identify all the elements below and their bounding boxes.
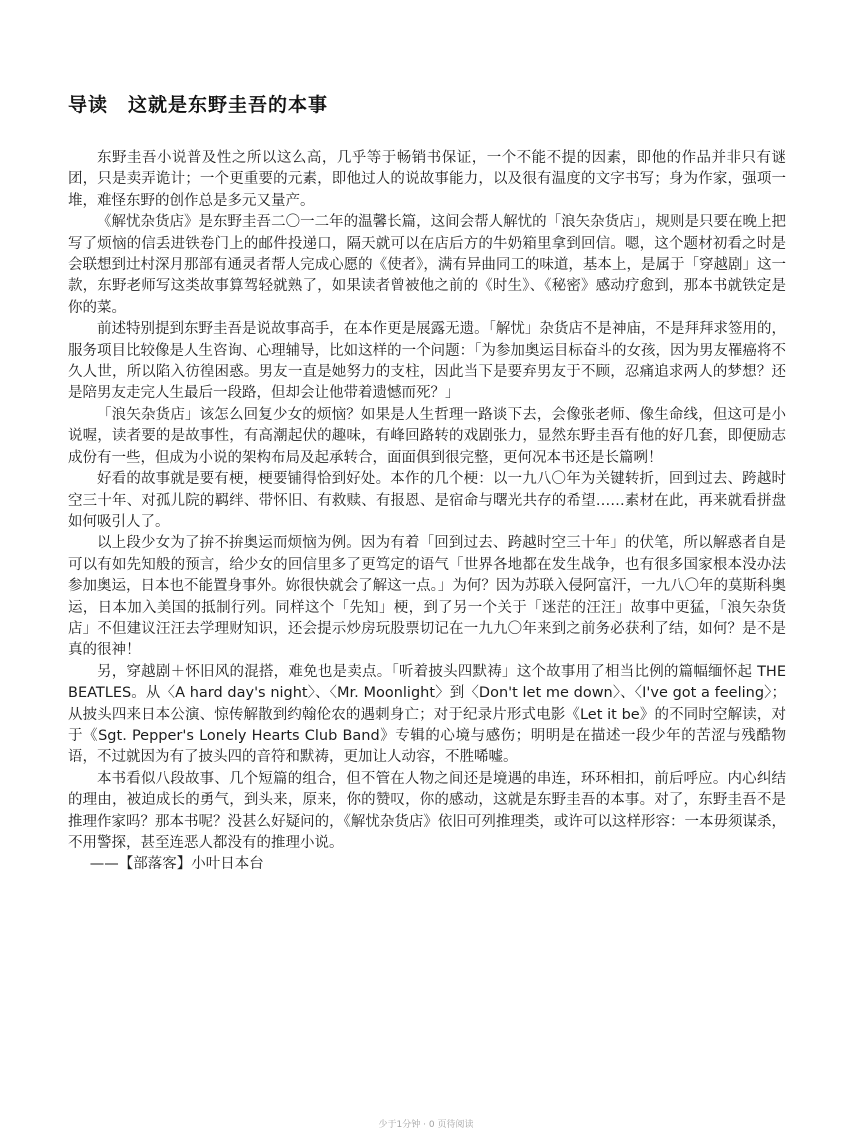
page-title: 导读 这就是东野圭吾的本事: [68, 94, 329, 116]
reading-progress-footer: 少于1分钟 · 0 页待阅读: [378, 1120, 474, 1130]
article-body: [68, 148, 786, 876]
paragraph: 东野圭吾小说普及性之所以这么高，几乎等于畅销书保证，一个不能不提的因素，即他的作品并非只有谜团，只是卖弄诡计；一个更重要的元素，即他过人的说故事能力，以及很有温度的文字书写；身为作家，强项一堆，难怪东野的创作总是多元又量产。: [68, 150, 786, 209]
paragraph: 好看的故事就是要有梗，梗要铺得恰到好处。本作的几个梗：以一九八〇年为关键转折，回到过去、跨越时空三十年、对孤儿院的羁绊、带怀旧、有救赎、有报恩、是宿命与曙光共存的希望……素材在此，再来就看拼盘如何吸引人了。: [68, 471, 786, 530]
paragraph: 以上段少女为了拚不拚奥运而烦恼为例。因为有着「回到过去、跨越时空三十年」的伏笔，所以解惑者自是可以有如先知般的预言，给少女的回信里多了更笃定的语气「世界各地都在发生战争，也有很多国家根本没办法参加奥运，日本也不能置身事外。妳很快就会了解这一点。」为何？因为苏联入侵阿富汗，一九八〇年的莫斯科奥运，日本加入美国的抵制行列。同样这个「先知」梗，到了另一个关于「迷茫的汪汪」故事中更猛，「浪矢杂货店」不但建议汪汪去学理财知识，还会提示炒房玩股票切记在一九九〇年来到之前务必获利了结，如何？是不是真的很神！: [68, 535, 786, 659]
paragraph: 「浪矢杂货店」该怎么回复少女的烦恼？如果是人生哲理一路谈下去，会像张老师、像生命线，但这可是小说喔，读者要的是故事性，有高潮起伏的趣味，有峰回路转的戏剧张力，显然东野圭吾有他的好几套，即便励志成份有一些，但成为小说的架构布局及起承转合，面面俱到很完整，更何况本书还是长篇咧！: [68, 406, 786, 466]
paragraph: 《解忧杂货店》是东野圭吾二〇一二年的温馨长篇，这间会帮人解忧的「浪矢杂货店」，规则是只要在晚上把写了烦恼的信丢进铁卷门上的邮件投递口，隔天就可以在店后方的牛奶箱里拿到回信。嗯，这个题材初看之时是会联想到辻村深月那部有通灵者帮人完成心愿的《使者》，满有异曲同工的味道，基本上，是属于「穿越剧」这一款，东野老师写这类故事算驾轻就熟了，如果读者曾被他之前的《时生》、《秘密》感动疗愈到，那本书就铁定是你的菜。: [68, 214, 786, 316]
paragraph: 本书看似八段故事、几个短篇的组合，但不管在人物之间还是境遇的串连，环环相扣，前后呼应。内心纠结的理由，被迫成长的勇气，到头来，原来，你的赞叹，你的感动，这就是东野圭吾的本事。对了，东野圭吾不是推理作家吗？那本书呢？没甚么好疑问的，《解忧杂货店》依旧可列推理类，或许可以这样形容：一本毋须谋杀，不用警探，甚至连恶人都没有的推理小说。: [68, 770, 786, 851]
author-signature: ——【部落客】小叶日本台: [89, 856, 264, 873]
paragraph: 另，穿越剧＋怀旧风的混搭，难免也是卖点。「听着披头四默祷」这个故事用了相当比例的篇幅缅怀起 THE BEATLES。从〈A hard day's night〉、〈Mr. Moonlight〉到〈Don't let me down〉、〈I've got a feeling〉；从披头四来日本公演、惊传解散到约翰伦农的遇刺身亡；对于纪录片形式电影《Let it be》的不同时空解读，对于《Sgt. Pepper's Lonely Hearts Club Band》专辑的心境与感伤；明明是在描述一段少年的苦涩与残酷物语，不过就因为有了披头四的音符和默祷，更加让人动容，不胜唏嘘。: [68, 663, 786, 766]
paragraph: 前述特别提到东野圭吾是说故事高手，在本作更是展露无遗。「解忧」杂货店不是神庙，不是拜拜求签用的，服务项目比较像是人生咨询、心理辅导，比如这样的一个问题：「为参加奥运目标奋斗的女孩，因为男友罹癌将不久人世，所以陷入彷徨困惑。男友一直是她努力的支柱，因此当下是要弃男友于不顾，忍痛追求两人的梦想？还是陪男友走完人生最后一段路，但却会让他带着遗憾而死？」: [68, 321, 786, 402]
